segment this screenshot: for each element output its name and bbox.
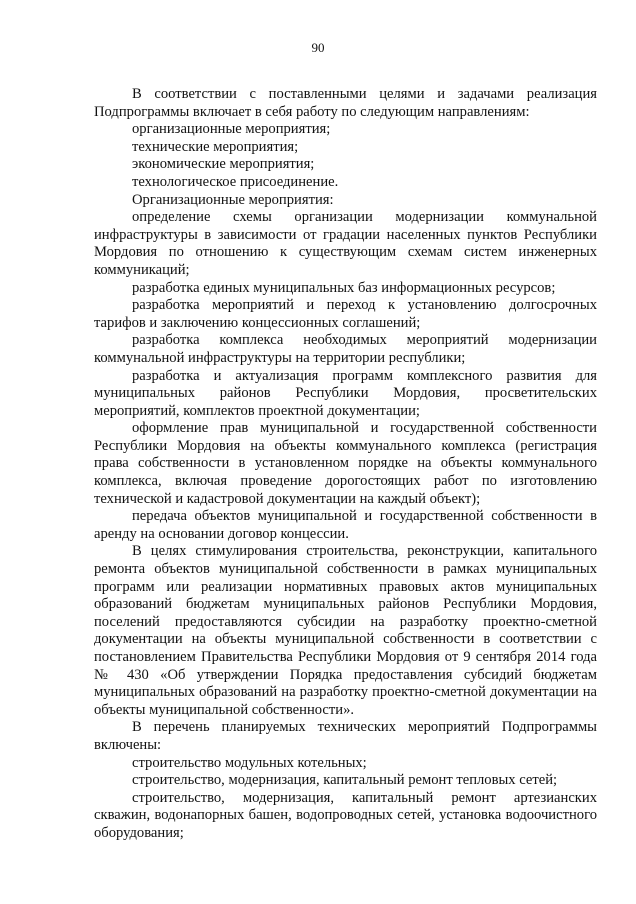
list-item: экономические мероприятия; (132, 156, 315, 173)
list-item: передача объектов муниципальной и государственной собственности в аренду на основании договор концессии. (94, 508, 597, 542)
list-item: организационные мероприятия; (132, 121, 331, 138)
list-item: строительство модульных котельных; (132, 754, 367, 771)
list-item: разработка и актуализация программ комплексного развития для муниципальных районов Республики Мордовия, просветительских мероприятий, комплектов проектной документации; (94, 367, 597, 419)
list-item: строительство, модернизация, капитальный ремонт тепловых сетей; (132, 772, 558, 789)
list-item: разработка мероприятий и переход к установлению долгосрочных тарифов и заключению концессионных соглашений; (94, 297, 597, 331)
document-body (94, 86, 597, 843)
list-item: определение схемы организации модернизации коммунальной инфраструктуры в зависимости от градации населенных пунктов Республики Мордовия по отношению к существующим схемам систем инженерных коммуникаций; (94, 209, 597, 278)
list-item: технологическое присоединение. (132, 173, 339, 190)
paragraph: В перечень планируемых технических мероприятий Подпрограммы включены: (94, 719, 597, 753)
list-item: оформление прав муниципальной и государственной собственности Республики Мордовия на объекты коммунального комплекса (регистрация права собственности в установленном порядке на объекты коммунального комплекса, включая проведение дорогостоящих работ по изготовлению технической и кадастровой документации на каждый объект); (94, 420, 597, 507)
section-heading: Организационные мероприятия: (132, 191, 334, 208)
list-item: строительство, модернизация, капитальный ремонт артезианских скважин, водонапорных башен, водопроводных сетей, установка водоочистного оборудования; (94, 789, 597, 841)
paragraph: В целях стимулирования строительства, реконструкции, капитального ремонта объектов муниципальной собственности в рамках муниципальных программ или реализации нормативных правовых актов муниципальных образований бюджетам муниципальных районов Республики Мордовия, поселений предоставляются субсидии на разработку проектно-сметной документации на объекты муниципальной собственности в соответствии с постановлением Правительства Республики Мордовия от 9 сентября 2014 года № 430 «Об утверждении Порядка предоставления субсидий бюджетам муниципальных образований на разработку проектно-сметной документации на объекты муниципальной собственности». (94, 543, 597, 718)
paragraph: В соответствии с поставленными целями и задачами реализация Подпрограммы включает в себя работу по следующим направлениям: (94, 86, 597, 120)
list-item: разработка единых муниципальных баз информационных ресурсов; (132, 279, 556, 296)
list-item: разработка комплекса необходимых мероприятий модернизации коммунальной инфраструктуры на территории республики; (94, 332, 597, 366)
page-number: 90 (311, 40, 325, 55)
list-item: технические мероприятия; (132, 138, 299, 155)
